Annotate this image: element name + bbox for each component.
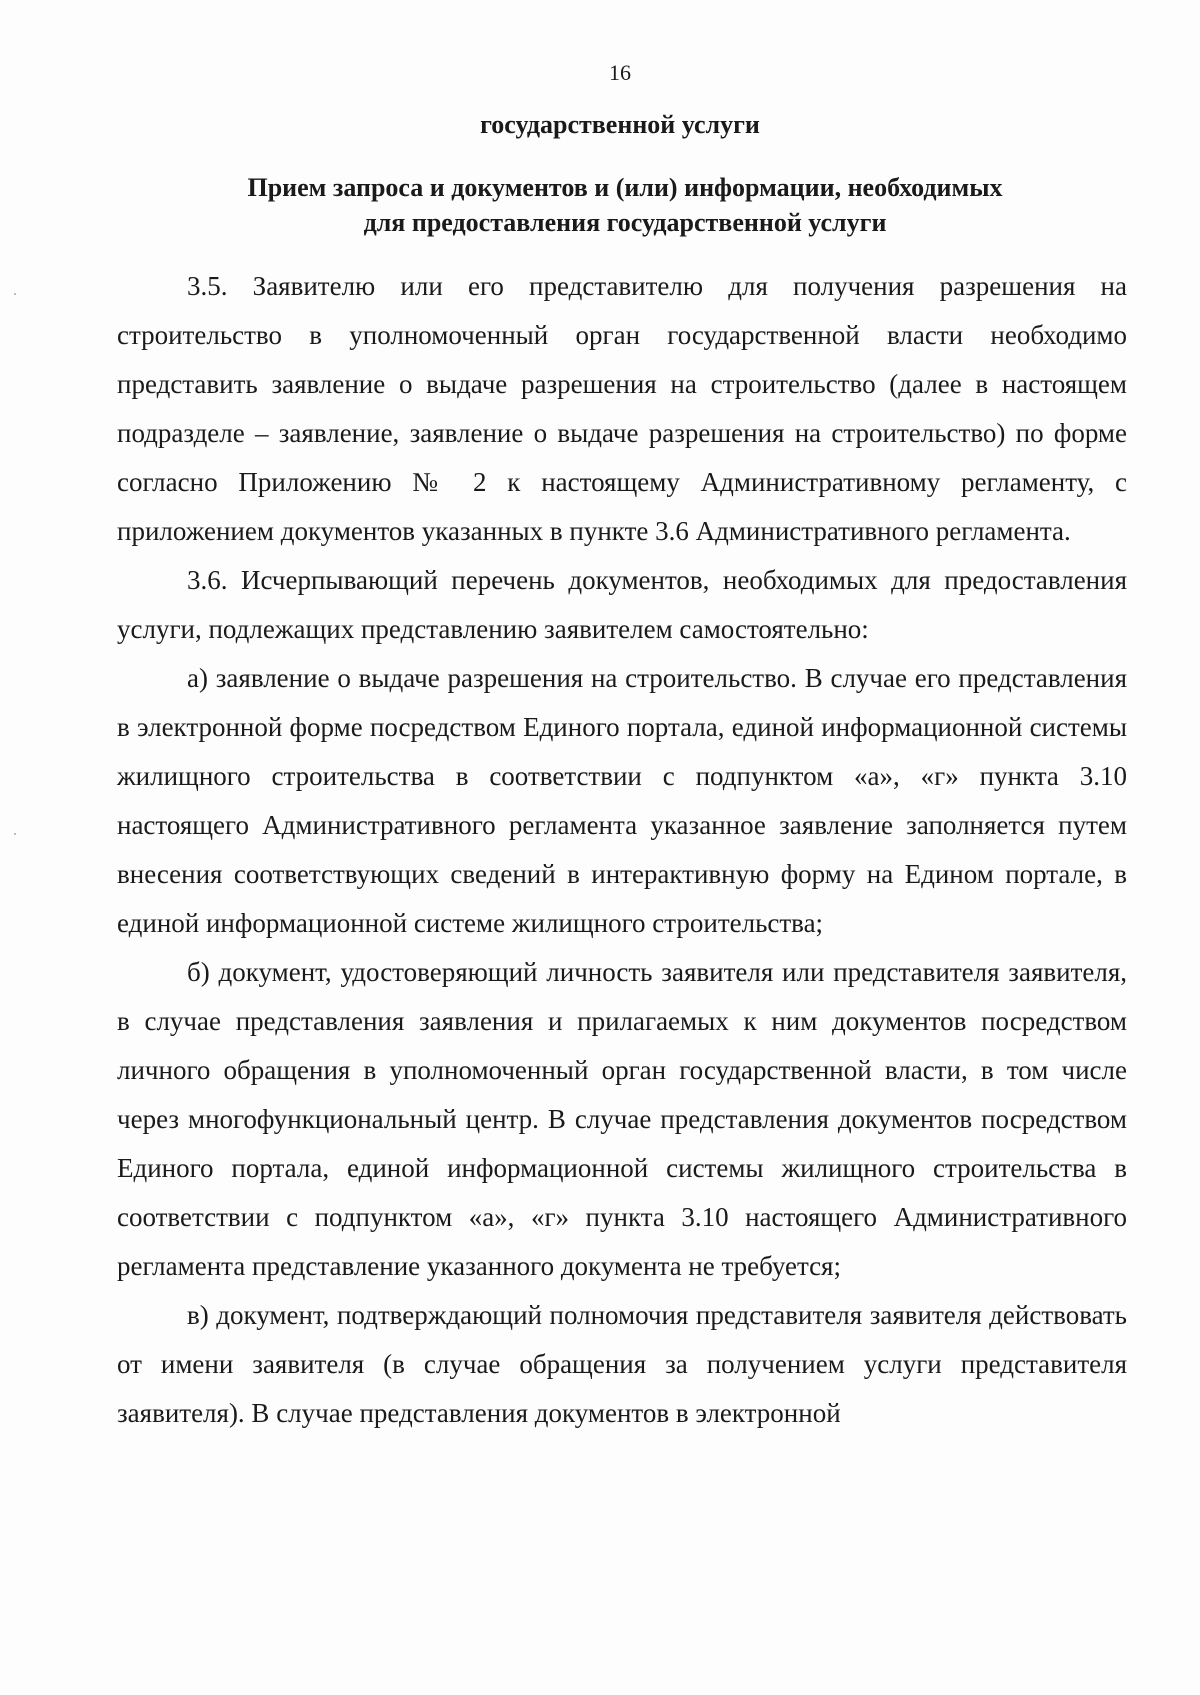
section-title (120, 170, 1130, 240)
paragraph-item-v: в) документ, подтверждающий полномочия представителя заявителя действовать от имени заявителя (в случае обращения за получением услуги представителя заявителя). В случае представления документов в электронной (117, 1300, 1127, 1428)
margin-mark (14, 293, 16, 295)
paragraph-item-b: б) документ, удостоверяющий личность заявителя или представителя заявителя, в случае представления заявления и прилагаемых к ним документов посредством личного обращения в уполномоченный орган государственной власти, в том числе через многофункциональный центр. В случае представления документов посредством Единого портала, единой информационной системы жилищного строительства в соответствии с подпунктом «а», «г» пункта 3.10 настоящего Административного регламента представление указанного документа не требуется; (117, 957, 1127, 1281)
heading-continuation: государственной услуги (480, 110, 760, 139)
body-text (117, 262, 1127, 1438)
margin-mark (14, 833, 16, 835)
paragraph-item-a: а) заявление о выдаче разрешения на строительство. В случае его представления в электронной форме посредством Единого портала, единой информационной системы жилищного строительства в соответствии с подпунктом «а», «г» пункта 3.10 настоящего Административного регламента указанное заявление заполняется путем внесения соответствующих сведений в интерактивную форму на Едином портале, в единой информационной системе жилищного строительства; (117, 663, 1127, 938)
paragraph-3-5: 3.5. Заявителю или его представителю для получения разрешения на строительство в уполномоченный орган государственной власти необходимо представить заявление о выдаче разрешения на строительство (далее в настоящем подразделе – заявление, заявление о выдаче разрешения на строительство) по форме согласно Приложению № 2 к настоящему Административному регламенту, с приложением документов указанных в пункте 3.6 Административного регламента. (117, 271, 1127, 546)
section-title-line-1: Прием запроса и документов и (или) информации, необходимых (247, 173, 1003, 202)
section-title-line-2: для предоставления государственной услуги (363, 208, 887, 237)
paragraph-3-6: 3.6. Исчерпывающий перечень документов, необходимых для предоставления услуги, подлежащих представлению заявителем самостоятельно: (117, 565, 1127, 644)
page-number: 16 (609, 60, 631, 85)
